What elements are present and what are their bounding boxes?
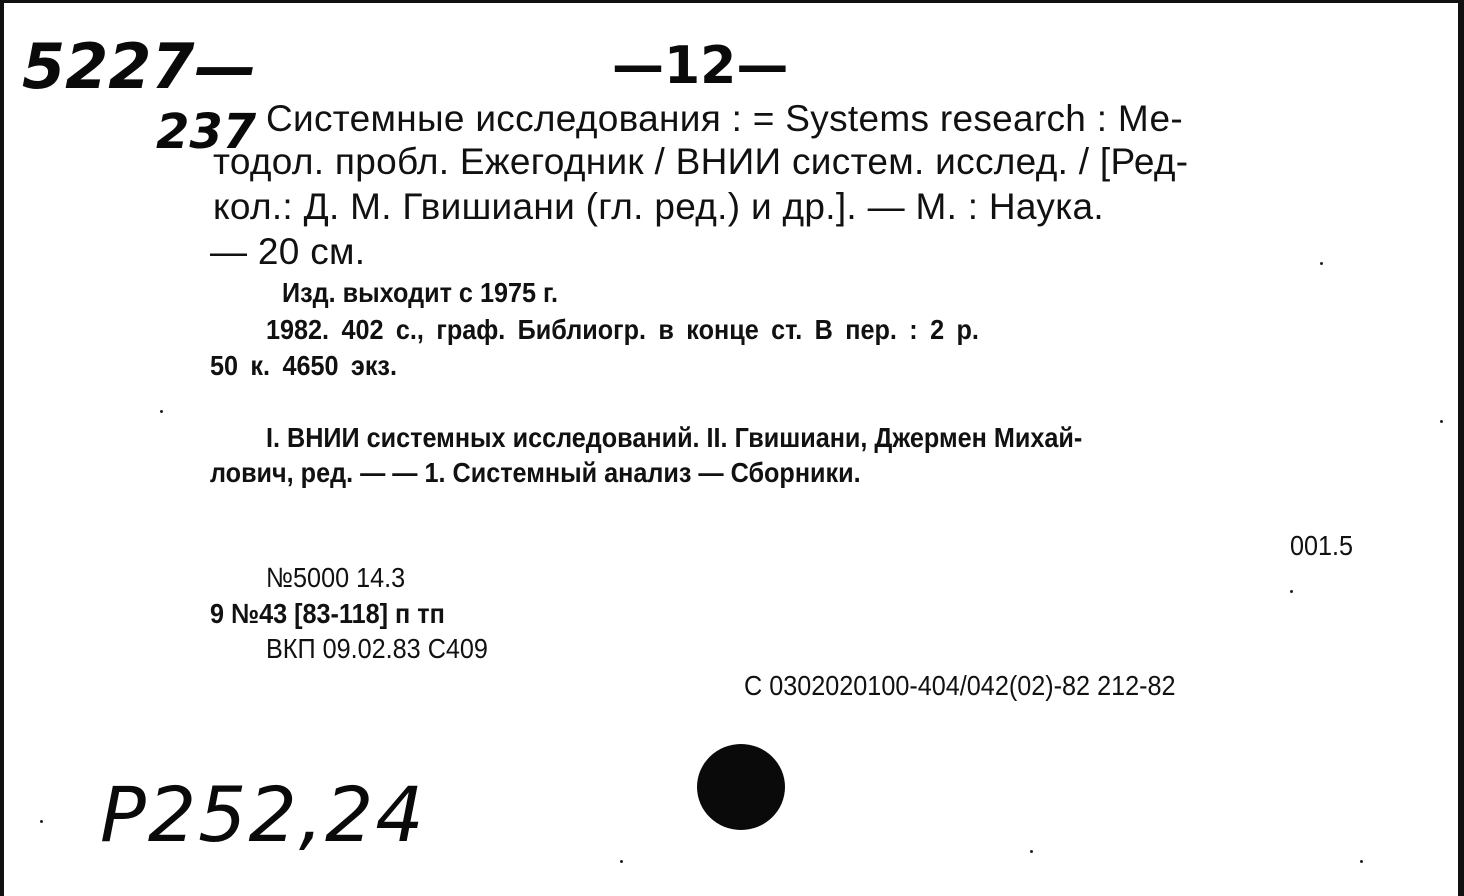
- title-line-1: Системные исследования : = Systems research : Ме-: [266, 98, 1183, 139]
- price-code: С 0302020100-404/042(02)-82 212-82: [744, 670, 1176, 701]
- code-line-3: ВКП 09.02.83 С409: [266, 633, 488, 664]
- handwritten-shelf-mark: P252,24: [100, 770, 426, 859]
- handwritten-page-mark: —12—: [612, 36, 789, 96]
- scan-speck: [1320, 262, 1323, 265]
- scan-speck: [1030, 850, 1033, 853]
- scan-speck: [1290, 590, 1293, 593]
- handwritten-accession-number: 5227—: [22, 30, 257, 103]
- code-line-1: №5000 14.3: [266, 562, 406, 593]
- card-border-top: [0, 0, 1464, 3]
- tracings-line-2: лович, ред. — — 1. Системный анализ — Сборники.: [210, 457, 861, 488]
- scan-speck: [1360, 860, 1363, 863]
- punch-hole: [697, 744, 785, 830]
- holdings-line-1: 1982. 402 с., граф. Библиогр. в конце ст. В пер. : 2 р.: [266, 314, 979, 345]
- publication-note: Изд. выходит с 1975 г.: [282, 277, 558, 308]
- handwritten-call-number: 237: [156, 104, 257, 160]
- scan-speck: [160, 410, 163, 413]
- title-line-2: тодол. пробл. Ежегодник / ВНИИ систем. исслед. / [Ред-: [213, 141, 1189, 182]
- title-line-3: кол.: Д. М. Гвишиани (гл. ред.) и др.]. — М. : Наука.: [213, 186, 1104, 227]
- scan-speck: [1440, 420, 1443, 423]
- title-line-4: — 20 см.: [210, 231, 366, 272]
- udc-number: 001.5: [1290, 530, 1354, 561]
- tracings-line-1: I. ВНИИ системных исследований. II. Гвишиани, Джермен Михай-: [266, 422, 1083, 453]
- holdings-line-2: 50 к. 4650 экз.: [210, 350, 397, 381]
- code-line-2: 9 №43 [83-118] п тп: [210, 598, 445, 629]
- card-border-right: [1458, 0, 1464, 896]
- scan-speck: [620, 860, 623, 863]
- card-border-left: [0, 0, 4, 896]
- scan-speck: [40, 820, 43, 823]
